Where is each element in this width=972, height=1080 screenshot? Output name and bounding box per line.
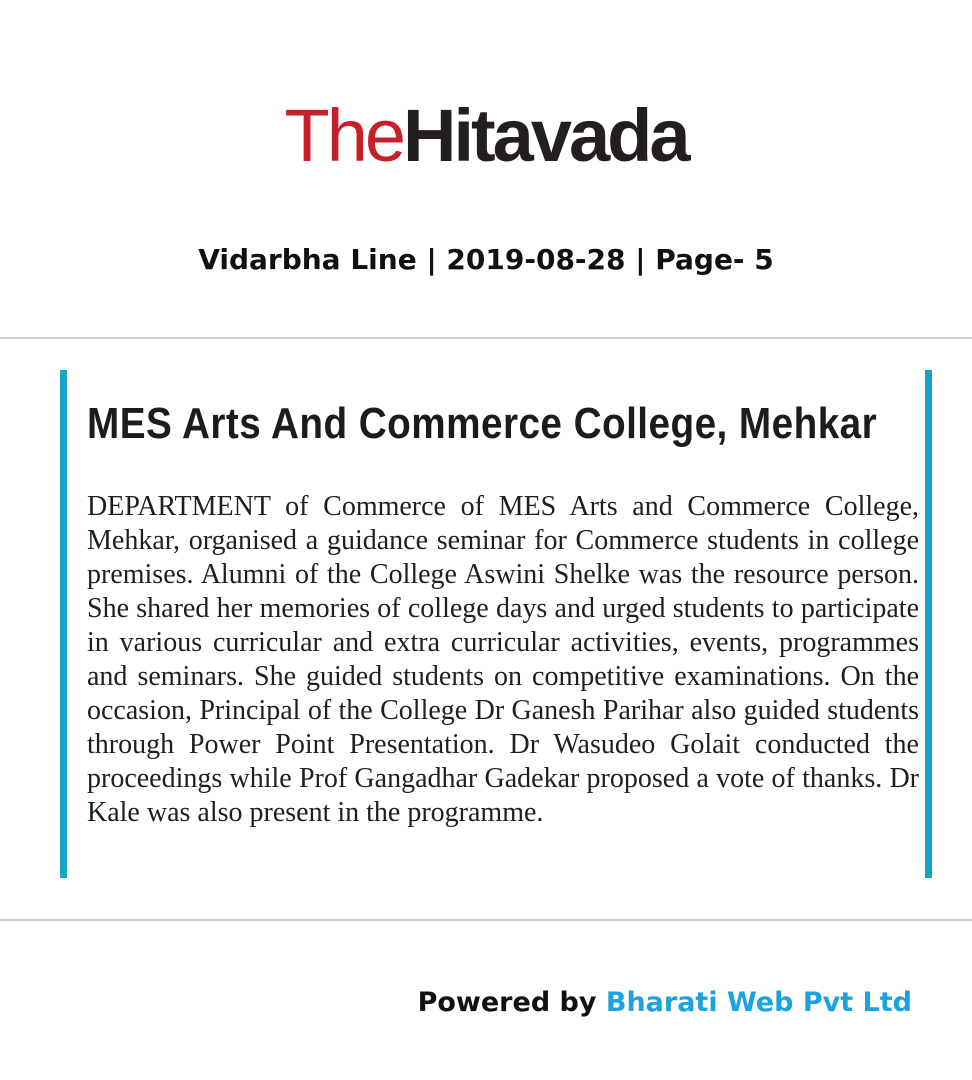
masthead-prefix: The: [284, 94, 404, 177]
edition-line: Vidarbha Line | 2019-08-28 | Page- 5: [198, 243, 774, 276]
powered-by-label: Powered by: [417, 987, 597, 1018]
article-clipping: [60, 370, 932, 878]
article-headline: MES Arts And Commerce College, Mehkar: [87, 399, 878, 448]
masthead-name: Hitavada: [403, 94, 688, 177]
bottom-divider: [0, 919, 972, 921]
article-body: DEPARTMENT of Commerce of MES Arts and Commerce College, Mehkar, organised a guidance seminar for Commerce students in college premises. Alumni of the College Aswini Shelke was the resource person. She shared her memories of college days and urged students to participate in various curricular and extra curricular activities, events, programmes and seminars. She guided students on competitive examinations. On the occasion, Principal of the College Dr Ganesh Parihar also guided students through Power Point Presentation. Dr Wasudeo Golait conducted the proceedings while Prof Gangadhar Gadekar proposed a vote of thanks. Dr Kale was also present in the programme.: [87, 491, 919, 828]
masthead-logo: [0, 96, 972, 176]
company-link[interactable]: Bharati Web Pvt Ltd: [605, 987, 912, 1018]
powered-by-footer: [418, 984, 912, 1022]
top-divider: [0, 337, 972, 339]
